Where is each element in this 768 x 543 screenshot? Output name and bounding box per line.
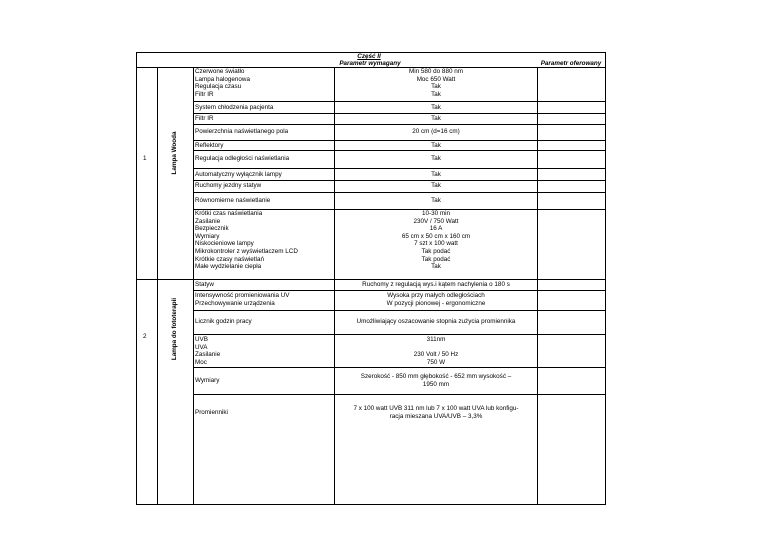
required-header: Parametr wymagany — [339, 60, 401, 67]
table-border — [136, 504, 606, 505]
row-separator — [193, 310, 605, 311]
table-border — [193, 67, 194, 505]
row-separator — [193, 140, 605, 141]
value-text: 311nm — [426, 336, 446, 343]
value-cell — [335, 373, 537, 388]
param-text: Licznik godzin pracy — [195, 318, 252, 325]
param-text: Intensywność promieniowania UV — [195, 292, 290, 299]
row-separator — [193, 113, 605, 114]
value-cell — [335, 336, 537, 366]
value-text: 230V / 750 Watt — [413, 217, 459, 225]
param-text: Ruchomy jezdny statyw — [195, 182, 262, 189]
group-name: Lampa Wooda — [171, 131, 178, 175]
row-separator — [193, 192, 605, 193]
param-text: Krótki czas naświetlania — [195, 210, 263, 217]
value-text: Tak — [431, 83, 441, 91]
value-text: Szerokość - 850 mm głębokość - 652 mm wysokość – — [360, 373, 512, 380]
value-text: Tak — [431, 171, 441, 178]
value-text: Tak podać — [421, 247, 451, 255]
section-title: Część II — [357, 53, 381, 60]
param-text: Automatyczny wyłącznik lampy — [195, 171, 282, 178]
param-text: Równomierne naświetlanie — [195, 197, 271, 204]
group-name: Lampa do fototerapii — [171, 297, 178, 361]
value-text: Min 580 do 880 nm — [409, 68, 463, 75]
table-border — [157, 67, 158, 505]
param-text: Wymiary — [195, 377, 220, 384]
value-text: Tak — [431, 115, 441, 122]
param-text: Statyw — [195, 281, 214, 288]
value-text: Tak — [431, 104, 441, 111]
value-text: 20 cm (d=16 cm) — [412, 128, 460, 135]
param-text: Filtr IR — [195, 90, 214, 98]
row-separator — [193, 168, 605, 169]
value-text: 16 A — [429, 225, 443, 233]
value-text: Tak podać — [421, 255, 451, 263]
value-text: Tak — [431, 182, 441, 189]
param-text: Reflektory — [195, 142, 224, 149]
value-text: 65 cm x 50 cm x 160 cm — [401, 232, 471, 240]
value-text: Tak — [431, 142, 441, 149]
group-number: 1 — [143, 155, 147, 162]
value-cell — [335, 210, 537, 271]
param-cell — [195, 336, 220, 366]
row-separator — [193, 394, 605, 395]
param-text: Moc — [195, 358, 207, 366]
value-text: 10-30 min — [421, 210, 450, 217]
param-text: Filtr IR — [195, 115, 214, 122]
value-text: 1950 mm — [422, 380, 450, 388]
row-separator — [193, 290, 605, 291]
param-text: Regulacja czasu — [195, 83, 242, 91]
row-separator — [193, 367, 605, 368]
param-text: Mikrokontroler z wyświetlaczem LCD — [195, 247, 298, 255]
row-separator — [193, 150, 605, 151]
value-text: 7 szt x 100 watt — [414, 240, 458, 248]
value-cell — [335, 405, 537, 420]
param-text: Niskocieniowe lampy — [195, 240, 254, 248]
value-text — [335, 344, 537, 352]
param-text: Małe wydzielanie ciepła — [195, 263, 262, 271]
param-text: UVA — [195, 343, 208, 351]
param-text: Powierzchnia naświetlanego pola — [195, 128, 289, 135]
value-text: Wysoka przy małych odległościach — [387, 292, 485, 299]
value-text: 230 Volt / 50 Hz — [413, 351, 459, 359]
row-separator — [193, 180, 605, 181]
row-separator — [193, 101, 605, 102]
param-text: UVB — [195, 336, 208, 343]
value-text: W pozycji pionowej - ergonomiczne — [386, 299, 486, 307]
offered-header: Parametr oferowany — [540, 60, 602, 67]
value-text: Tak — [431, 90, 441, 98]
param-text: Lampa halogenowa — [195, 75, 250, 83]
value-cell — [335, 292, 537, 307]
param-text: Krótkie czasy naświetlań — [195, 255, 264, 263]
param-text: Zasilanie — [195, 351, 221, 359]
param-cell — [195, 210, 298, 271]
value-text: racja mieszana UVA/UVB – 3,3% — [389, 412, 483, 420]
row-separator — [193, 334, 605, 335]
param-text: Regulacja odległości naświetlania — [195, 155, 290, 162]
param-cell — [195, 68, 250, 98]
param-text: Wymiary — [195, 232, 220, 240]
value-text: Umożliwiający oszacowanie stopnia zużycia promiennika — [356, 318, 516, 325]
value-text: Moc 650 Watt — [416, 75, 456, 83]
param-text: System chłodzenia pacjenta — [195, 104, 274, 111]
param-text: Promienniki — [195, 409, 228, 416]
value-text: Tak — [431, 263, 441, 271]
row-separator — [193, 124, 605, 125]
param-text: Zasilanie — [195, 217, 221, 225]
param-cell — [195, 292, 290, 307]
table-border — [136, 279, 606, 280]
value-cell — [335, 68, 537, 98]
param-text: Przechowywanie urządzenia — [195, 299, 275, 307]
group-number: 2 — [143, 333, 147, 340]
value-text: 7 x 100 watt UVB 311 nm lub 7 x 100 watt UVA lub konfigu- — [353, 405, 519, 412]
param-text: Bezpiecznik — [195, 225, 229, 233]
value-text: Tak — [431, 155, 441, 162]
value-text: Tak — [431, 197, 441, 204]
table-border — [537, 67, 538, 505]
param-text: Czerwone światło — [195, 68, 245, 75]
value-text: Ruchomy z regulacją wys.i kątem nachylenia o 180 s — [362, 281, 510, 288]
value-text: 750 W — [426, 358, 446, 366]
